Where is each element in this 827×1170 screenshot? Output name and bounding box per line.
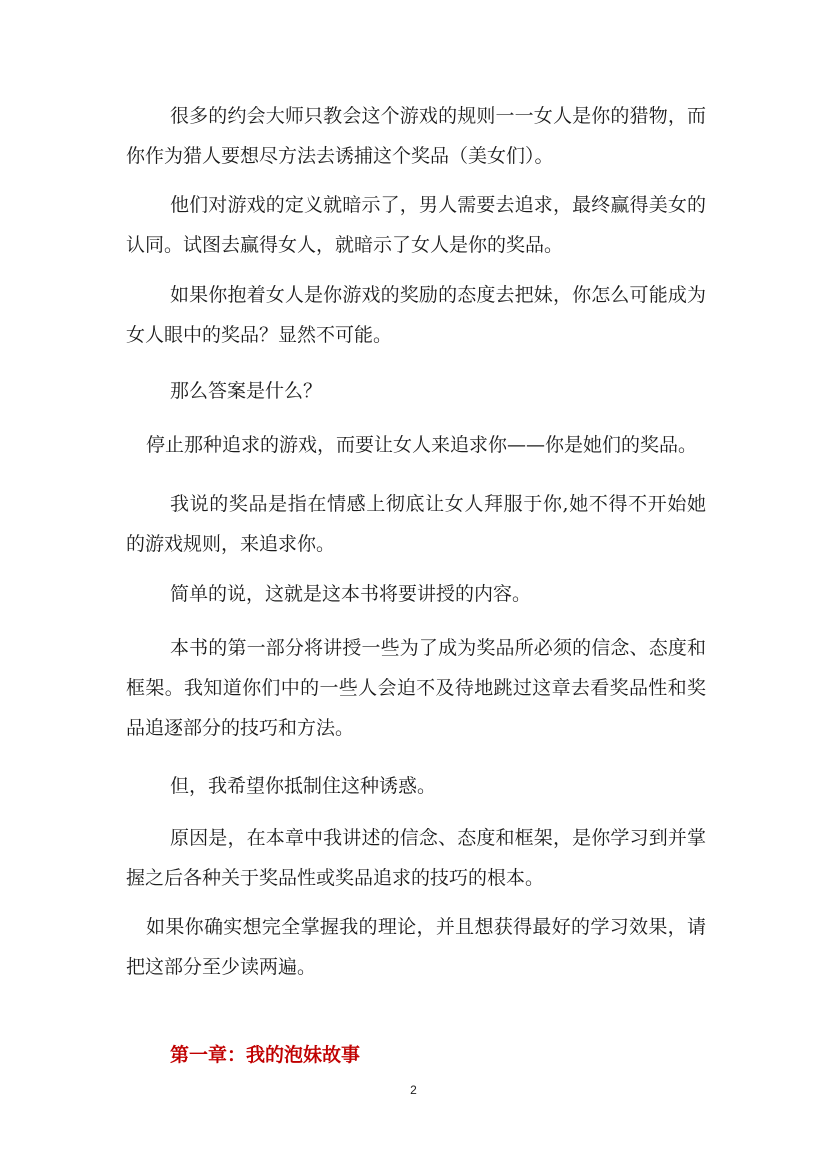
paragraph-8: 本书的第一部分将讲授一些为了成为奖品所必须的信念、态度和框架。我知道你们中的一些人会迫不及待地跳过这章去看奖品性和奖品追逐部分的技巧和方法。	[126, 637, 706, 739]
paragraph-2: 他们对游戏的定义就暗示了，男人需要去追求，最终赢得美女的认同。试图去赢得女人，就暗示了女人是你的奖品。	[126, 194, 706, 256]
paragraph-7: 简单的说，这就是这本书将要讲授的内容。	[170, 583, 532, 605]
paragraph-4: 那么答案是什么？	[170, 380, 323, 402]
chapter-heading: 第一章：我的泡妹故事	[170, 1044, 361, 1066]
paragraph-6: 我说的奖品是指在情感上彻底让女人拜服于你,她不得不开始她的游戏规则，来追求你。	[126, 493, 706, 555]
paragraph-9: 但，我希望你抵制住这种诱惑。	[170, 775, 437, 797]
page-number: 2	[410, 1083, 417, 1097]
paragraph-3: 如果你抱着女人是你游戏的奖励的态度去把妹，你怎么可能成为女人眼中的奖品？显然不可能。	[126, 284, 706, 346]
paragraph-11: 如果你确实想完全掌握我的理论，并且想获得最好的学习效果，请把这部分至少读两遍。	[126, 916, 706, 978]
paragraph-10: 原因是，在本章中我讲述的信念、态度和框架，是你学习到并掌握之后各种关于奖品性或奖品追求的技巧的根本。	[126, 827, 706, 889]
paragraph-5: 停止那种追求的游戏，而要让女人来追求你——你是她们的奖品。	[146, 434, 698, 456]
paragraph-1: 很多的约会大师只教会这个游戏的规则一一女人是你的猎物，而你作为猎人要想尽方法去诱捕这个奖品（美女们）。	[126, 105, 706, 167]
